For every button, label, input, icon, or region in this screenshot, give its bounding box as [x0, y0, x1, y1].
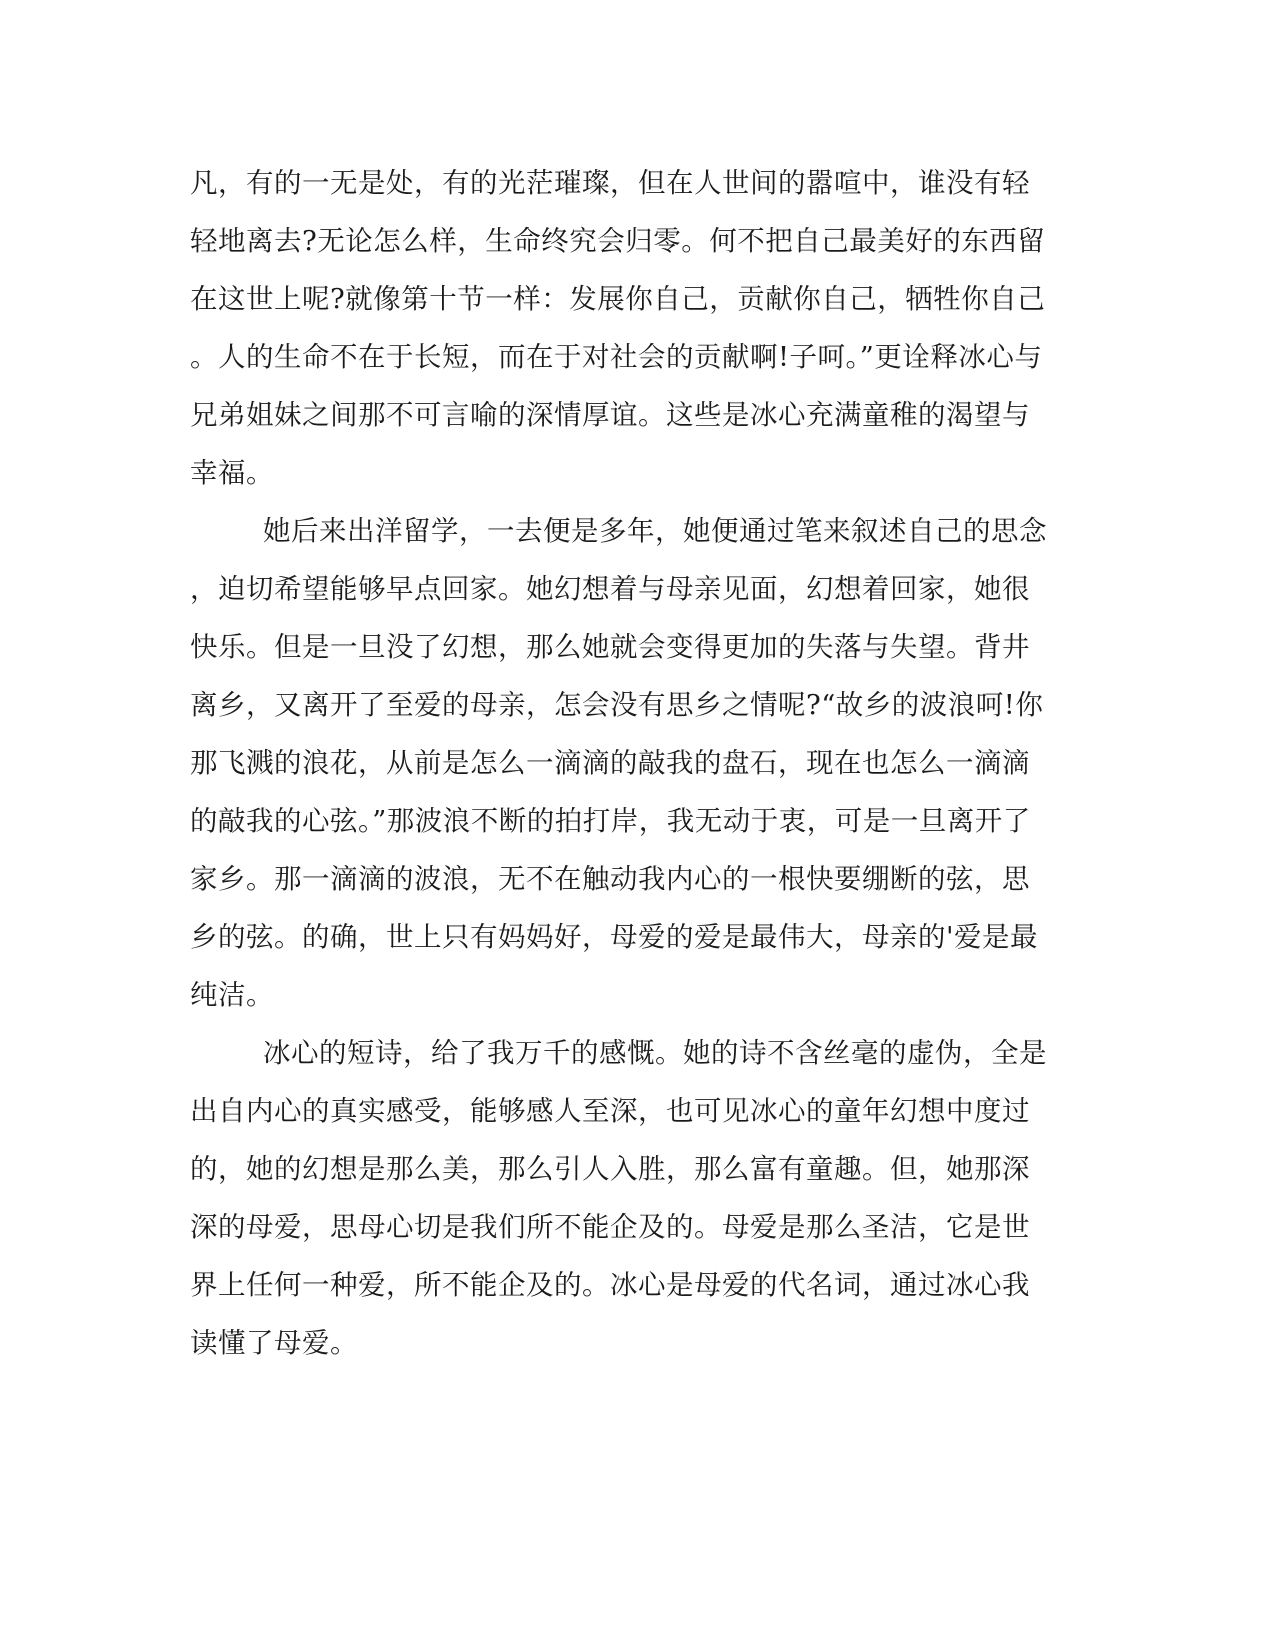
paragraph-first-line: 冰心的短诗，给了我万千的感慨。她的诗不含丝毫的虚伪，全是	[263, 1037, 1047, 1069]
text-line: 出自内心的真实感受，能够感人至深，也可见冰心的童年幻想中度过	[190, 1095, 1030, 1127]
text-line: 凡，有的一无是处，有的光茫璀璨，但在人世间的嚣喧中，谁没有轻	[190, 167, 1030, 199]
text-line: 读懂了母爱。	[190, 1327, 358, 1359]
text-line: 那飞溅的浪花，从前是怎么一滴滴的敲我的盘石，现在也怎么一滴滴	[190, 747, 1030, 779]
text-line: 乡的弦。的确，世上只有妈妈好，母爱的爱是最伟大，母亲的'爱是最	[190, 921, 1039, 953]
text-line: 快乐。但是一旦没了幻想，那么她就会变得更加的失落与失望。背井	[190, 631, 1030, 663]
paragraph-first-line: 她后来出洋留学，一去便是多年，她便通过笔来叙述自己的思念	[263, 515, 1047, 547]
text-line: 离乡，又离开了至爱的母亲，怎会没有思乡之情呢?“故乡的波浪呵!你	[190, 689, 1044, 721]
text-line: 的，她的幻想是那么美，那么引人入胜，那么富有童趣。但，她那深	[190, 1153, 1030, 1185]
text-line: 兄弟姐妹之间那不可言喻的深情厚谊。这些是冰心充满童稚的渴望与	[190, 399, 1030, 431]
text-line: ，迫切希望能够早点回家。她幻想着与母亲见面，幻想着回家，她很	[190, 573, 1030, 605]
text-line: 纯洁。	[190, 979, 274, 1011]
text-line: 。人的生命不在于长短，而在于对社会的贡献啊!子呵。”更诠释冰心与	[190, 341, 1043, 373]
text-line: 界上任何一种爱，所不能企及的。冰心是母爱的代名词，通过冰心我	[190, 1269, 1030, 1301]
text-line: 幸福。	[190, 457, 274, 489]
text-line: 的敲我的心弦。”那波浪不断的拍打岸，我无动于衷，可是一旦离开了	[190, 805, 1031, 837]
text-line: 家乡。那一滴滴的波浪，无不在触动我内心的一根快要绷断的弦，思	[190, 863, 1030, 895]
text-line: 在这世上呢?就像第十节一样：发展你自己，贡献你自己，牺牲你自己	[190, 283, 1046, 315]
text-line: 深的母爱，思母心切是我们所不能企及的。母爱是那么圣洁，它是世	[190, 1211, 1030, 1243]
text-line: 轻地离去?无论怎么样，生命终究会归零。何不把自己最美好的东西留	[190, 225, 1046, 257]
